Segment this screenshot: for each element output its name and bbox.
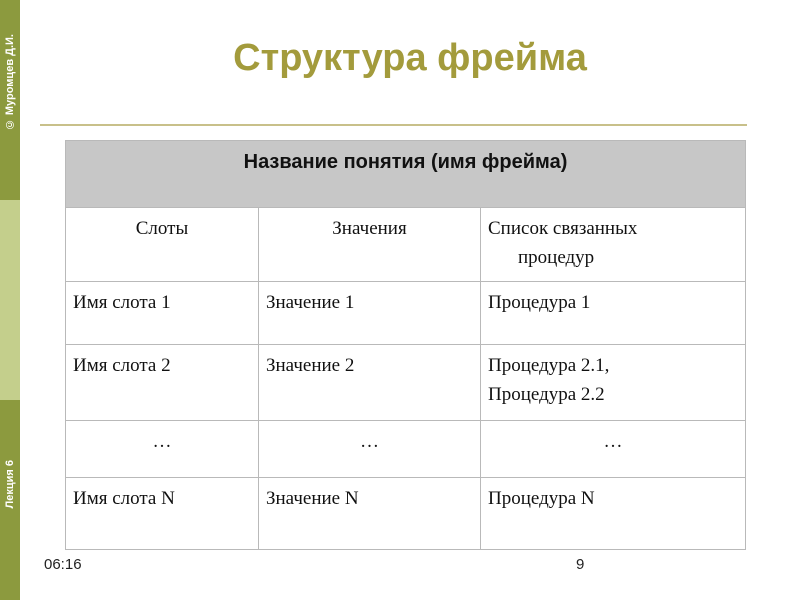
page-number: 9 <box>576 556 585 573</box>
slide-title: Структура фрейма <box>233 37 587 79</box>
table-header-row <box>66 208 746 282</box>
title-divider <box>40 124 747 126</box>
table-row <box>66 345 746 421</box>
table-row <box>66 421 746 478</box>
frame-structure-table <box>65 140 746 550</box>
value-cell: Значение N <box>259 478 481 550</box>
header-values: Значения <box>259 208 481 282</box>
header-procedures <box>481 208 746 282</box>
value-cell: Значение 1 <box>259 282 481 345</box>
procedure-cell <box>481 282 746 345</box>
header-procedures-line2: процедур <box>518 247 595 269</box>
value-cell: Значение 2 <box>259 345 481 421</box>
procedure-cell: … <box>481 421 746 478</box>
slot-cell: Имя слота N <box>66 478 259 550</box>
procedure-line: Процедура 1 <box>488 292 591 314</box>
procedure-line: Процедура N <box>488 488 595 510</box>
lecture-label: Лекция 6 <box>4 460 16 509</box>
header-procedures-line1: Список связанных <box>488 218 638 240</box>
table-caption: Название понятия (имя фрейма) <box>66 141 746 208</box>
footer-time: 06:16 <box>44 556 82 573</box>
table-row <box>66 282 746 345</box>
procedure-line: Процедура 2.2 <box>488 384 605 406</box>
value-cell: … <box>259 421 481 478</box>
table-row <box>66 478 746 550</box>
header-slots: Слоты <box>66 208 259 282</box>
slot-cell: Имя слота 2 <box>66 345 259 421</box>
procedure-cell <box>481 345 746 421</box>
procedure-line: Процедура 2.1, <box>488 355 610 377</box>
author-credit: © Муромцев Д.И. <box>4 34 16 131</box>
slot-cell: Имя слота 1 <box>66 282 259 345</box>
sidebar-middle-band <box>0 200 20 400</box>
table-caption-row <box>66 141 746 208</box>
procedure-cell <box>481 478 746 550</box>
left-sidebar <box>0 0 20 600</box>
slot-cell: … <box>66 421 259 478</box>
